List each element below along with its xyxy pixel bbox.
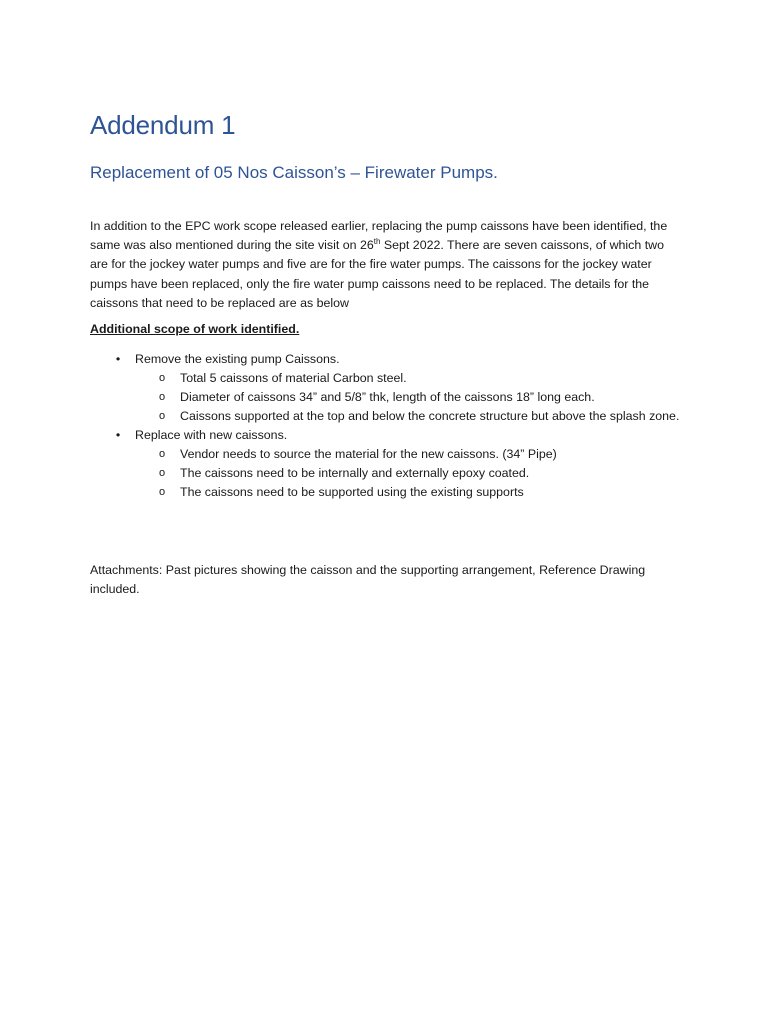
intro-text-part2: Sept 2022. There are seven caissons, of which two are for the jockey water pumps and five are for the fire water pumps. The caissons for the jockey water pumps have been replaced, only the fire water pump caissons need to be replaced. The details for the caissons that need to be replaced are as below [90, 238, 664, 310]
sub-list-item-text: Caissons supported at the top and below the concrete structure but above the splash zone. [180, 409, 680, 423]
circle-bullet-icon: o [158, 448, 166, 460]
circle-bullet-icon: o [158, 467, 166, 479]
list-item-label: Remove the existing pump Caissons. [135, 352, 340, 366]
circle-bullet-icon: o [158, 391, 166, 403]
circle-bullet-icon: o [158, 486, 166, 498]
sub-list [135, 445, 682, 502]
intro-superscript: th [373, 237, 381, 247]
circle-bullet-icon: o [158, 410, 166, 422]
sub-list-item-text: Total 5 caissons of material Carbon steel. [180, 371, 407, 385]
attachments-note: Attachments: Past pictures showing the caisson and the supporting arrangement, Reference Drawing included. [90, 563, 646, 596]
list-item [90, 426, 682, 502]
scope-title: Additional scope of work identified. [90, 322, 300, 336]
sub-list-item [135, 464, 682, 483]
list-item [90, 350, 682, 426]
sub-list-item-text: Vendor needs to source the material for the new caissons. (34” Pipe) [180, 447, 557, 461]
sub-list-item [135, 445, 682, 464]
intro-text-part1: In addition to the EPC work scope released earlier, replacing the pump caissons have been identified, the same was also mentioned during the site visit on 26 [90, 219, 668, 253]
sub-list-item-text: Diameter of caissons 34” and 5/8” thk, length of the caissons 18” long each. [180, 390, 595, 404]
circle-bullet-icon: o [158, 372, 166, 384]
sub-list [135, 369, 682, 426]
sub-list-item [135, 407, 682, 426]
sub-list-item [135, 483, 682, 502]
sub-list-item-text: The caissons need to be internally and externally epoxy coated. [180, 466, 530, 480]
intro-paragraph [90, 217, 682, 313]
bullet-icon: • [115, 352, 121, 366]
bullet-icon: • [115, 428, 121, 442]
page-subtitle: Replacement of 05 Nos Caisson’s – Firewater Pumps. [90, 163, 498, 182]
sub-list-item [135, 369, 682, 388]
page-title: Addendum 1 [90, 110, 236, 140]
sub-list-item-text: The caissons need to be supported using the existing supports [180, 485, 524, 499]
scope-list [90, 350, 682, 502]
list-item-label: Replace with new caissons. [135, 428, 288, 442]
sub-list-item [135, 388, 682, 407]
